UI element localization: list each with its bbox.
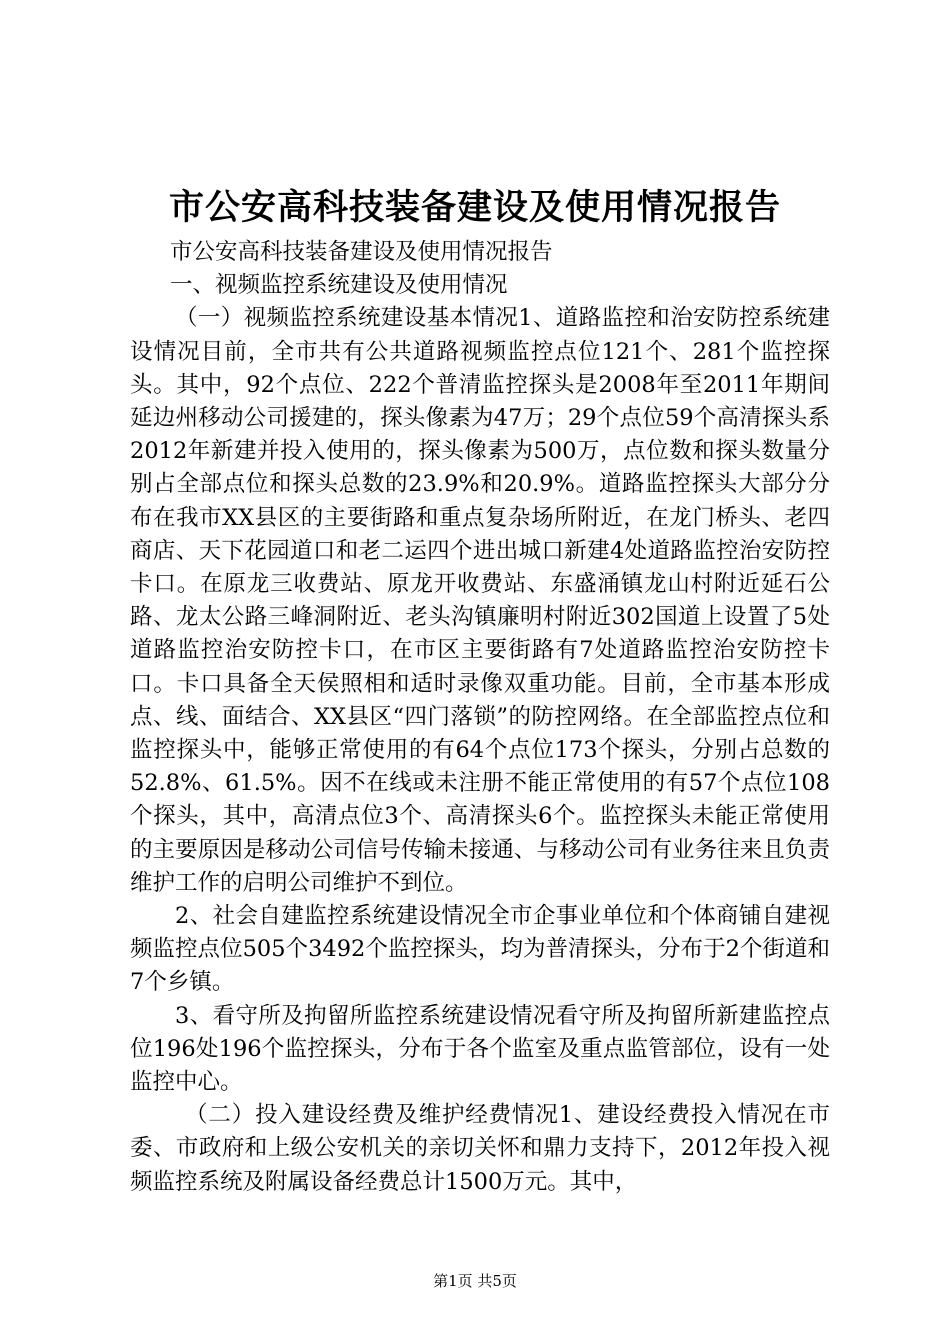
- body-paragraph: 3、看守所及拘留所监控系统建设情况看守所及拘留所新建监控点位196处196个监控探头，分布于各个监室及重点监管部位，设有一处监控中心。: [130, 1002, 830, 1096]
- body-paragraph: 2、社会自建监控系统建设情况全市企事业单位和个体商铺自建视频监控点位505个3492个监控探头，均为普清探头，分布于2个街道和7个乡镇。: [130, 903, 830, 996]
- document-title: 市公安高科技装备建设及使用情况报告: [168, 187, 781, 228]
- document-body: [130, 236, 830, 1199]
- subtitle-paragraph: 市公安高科技装备建设及使用情况报告: [170, 239, 553, 265]
- section-heading: 一、视频监控系统建设及使用情况: [170, 272, 508, 299]
- body-paragraph: （一）视频监控系统建设基本情况1、道路监控和治安防控系统建设情况目前，全市共有公共道路视频监控点位121个、281个监控探头。其中，92个点位、222个普清监控探头是2008年至2011年期间延边州移动公司援建的，探头像素为47万；29个点位59个高清探头系2012年新建并投入使用的，探头像素为500万，点位数和探头数量分别占全部点位和探头总数的23.9%和20.9%。道路监控探头大部分分布在我市XX县区的主要街路和重点复杂场所附近，在龙门桥头、老四商店、天下花园道口和老二运四个进出城口新建4处道路监控治安防控卡口。在原龙三收费站、原龙开收费站、东盛涌镇龙山村附近延石公路、龙太公路三峰洞附近、老头沟镇廉明村附近302国道上设置了5处道路监控治安防控卡口，在市区主要街路有7处道路监控治安防控卡口。卡口具备全天侯照相和适时录像双重功能。目前，全市基本形成点、线、面结合、XX县区“四门落锁”的防控网络。在全部监控点位和监控探头中，能够正常使用的有64个点位173个探头，分别占总数的52.8%、61.5%。因不在线或未注册不能正常使用的有57个点位108个探头，其中，高清点位3个、高清探头6个。监控探头未能正常使用的主要原因是移动公司信号传输未接通、与移动公司有业务往来且负责维护工作的启明公司维护不到位。: [130, 305, 830, 896]
- body-paragraph: （二）投入建设经费及维护经费情况1、建设经费投入情况在市委、市政府和上级公安机关的亲切关怀和鼎力支持下，2012年投入视频监控系统及附属设备经费总计1500万元。其中，: [130, 1102, 830, 1195]
- page-number-footer: 第1页 共5页: [433, 1272, 517, 1290]
